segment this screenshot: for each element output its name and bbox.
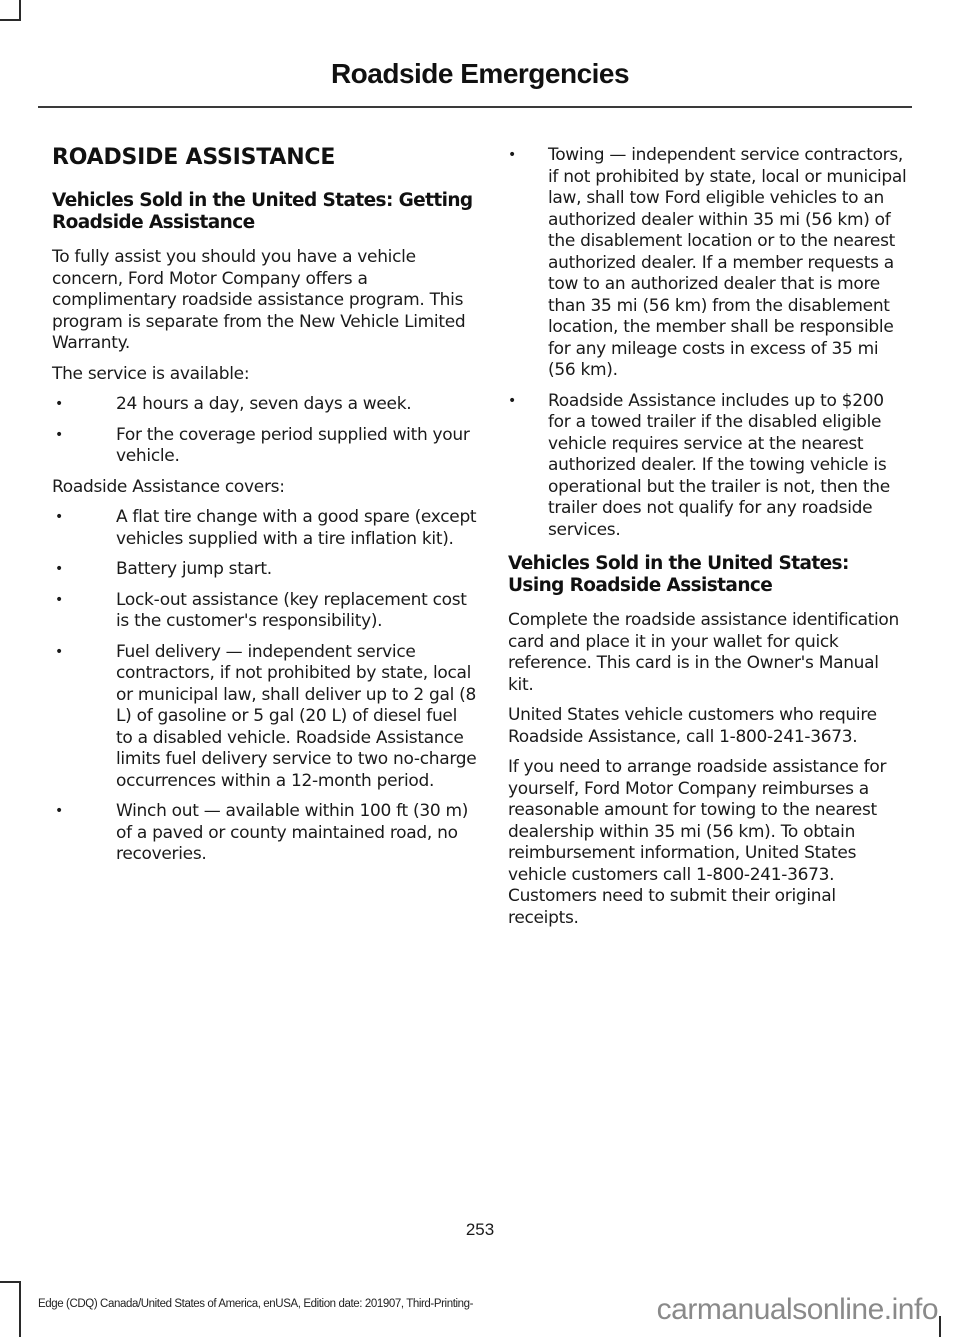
subsection-title-using: Vehicles Sold in the United States: Using Roadside Assistance	[508, 553, 849, 596]
list-item: • Winch out — available within 100 ft (30 m) of a paved or county maintained road, no recoveries.	[55, 801, 469, 864]
chapter-title: Roadside Emergencies	[330, 58, 630, 89]
section-title: ROADSIDE ASSISTANCE	[52, 145, 336, 170]
list-item: • Battery jump start.	[55, 559, 272, 579]
crop-mark-top-left-h	[0, 19, 20, 21]
list-item: • For the coverage period supplied with your vehicle.	[55, 424, 470, 466]
list-item: • Towing — independent service contractors, if not prohibited by state, local or municipal law, shall tow Ford eligible vehicles to an authorized dealer within 35 mi (56 km) of the disablement location or to the nearest authorized dealer. If a member requests a tow to an authorized dealer that is more than 35 mi (56 km) from the disablement location, the member shall be responsible for any mileage costs in excess of 35 mi (56 km).	[508, 145, 907, 380]
left-column	[52, 145, 477, 875]
list-item: • Fuel delivery — independent service contractors, if not prohibited by state, local or municipal law, shall deliver up to 2 gal (8 L) of gasoline or 5 gal (20 L) of diesel fuel to a disabled vehicle. Roadside Assistance limits fuel delivery service to two no-charge occurrences within a 12-month period.	[55, 641, 477, 791]
list-item: • 24 hours a day, seven days a week.	[55, 394, 412, 414]
bullet-icon: •	[55, 591, 63, 608]
watermark: carmanualsonline.info	[656, 1293, 938, 1326]
list-item: • Lock-out assistance (key replacement cost is the customer's responsibility).	[55, 589, 467, 631]
bullet-icon: •	[508, 147, 516, 163]
page-number: 253	[465, 1220, 495, 1239]
bullet-icon: •	[55, 509, 63, 525]
covers-label: Roadside Assistance covers:	[52, 476, 285, 497]
bullet-icon: •	[55, 643, 63, 660]
intro-paragraph: To fully assist you should you have a vehicle concern, Ford Motor Company offers a complimentary roadside assistance program. This program is separate from the New Vehicle Limited Warranty.	[52, 247, 466, 353]
bullet-icon: •	[508, 392, 516, 409]
bullet-icon: •	[55, 803, 63, 819]
paragraph: United States vehicle customers who require Roadside Assistance, call 1-800-241-3673.	[508, 705, 877, 747]
list-item: • A flat tire change with a good spare (except vehicles supplied with a tire inflation kit).	[55, 507, 477, 549]
header-divider	[38, 106, 912, 108]
crop-mark-bottom-right-v	[939, 1316, 941, 1337]
crop-mark-top-left-v	[19, 0, 21, 21]
bullet-icon: •	[55, 561, 63, 577]
paragraph: If you need to arrange roadside assistance for yourself, Ford Motor Company reimburses a reasonable amount for towing to the nearest dealership within 35 mi (56 km). To obtain reimbursement information, United States vehicle customers call 1-800-241-3673. Customers need to submit their original receipts.	[508, 757, 887, 928]
list-item: • Roadside Assistance includes up to $200 for a towed trailer if the disabled eligible vehicle requires service at the nearest authorized dealer. If the towing vehicle is operational but the trailer is not, then the trailer does not qualify for any roadside services.	[508, 390, 890, 540]
availability-label: The service is available:	[52, 363, 250, 384]
crop-mark-bottom-left-h	[0, 1281, 20, 1283]
paragraph: Complete the roadside assistance identification card and place it in your wallet for quick reference. This card is in the Owner's Manual kit.	[508, 610, 899, 695]
edition-footer: Edge (CDQ) Canada/United States of America, enUSA, Edition date: 201907, Third-Printing-	[38, 1298, 474, 1310]
bullet-icon: •	[55, 426, 63, 443]
crop-mark-bottom-left-v	[19, 1281, 21, 1337]
bullet-icon: •	[55, 396, 63, 412]
right-column	[508, 145, 908, 938]
subsection-title-getting: Vehicles Sold in the United States: Getting Roadside Assistance	[52, 190, 473, 233]
